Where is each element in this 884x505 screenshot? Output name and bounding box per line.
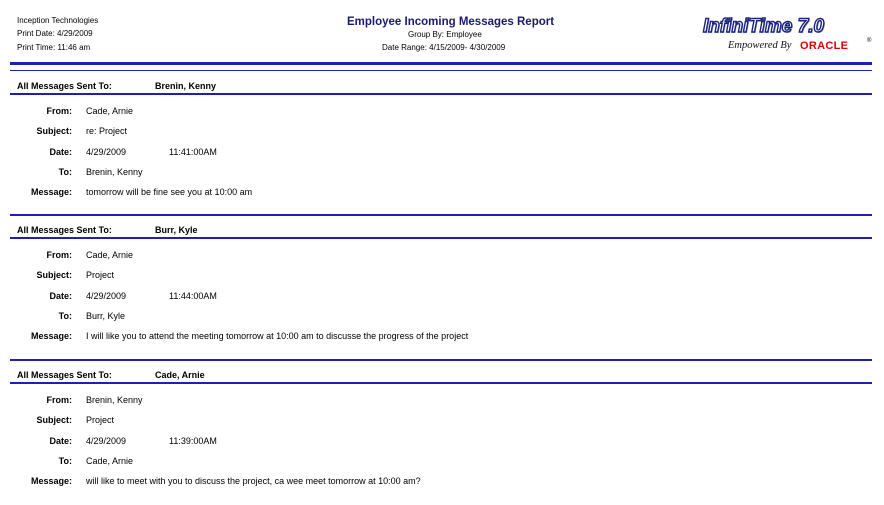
header-rule-thin (10, 70, 872, 71)
date-label: Date: (49, 291, 72, 301)
time-value: 11:44:00AM (169, 291, 217, 301)
message-value: I will like you to attend the meeting tomorrow at 10:00 am to discusse the progress of the project (86, 331, 469, 341)
recipient-name: Cade, Arnie (155, 370, 205, 380)
date-range: Date Range: 4/15/2009- 4/30/2009 (382, 43, 506, 52)
subject-label: Subject: (36, 126, 72, 136)
to-value: Cade, Arnie (86, 456, 134, 466)
message-value: tomorrow will be fine see you at 10:00 am (86, 187, 253, 197)
subject-value: Project (86, 415, 115, 425)
section-separator (10, 359, 872, 361)
time-value: 11:41:00AM (169, 147, 217, 157)
oracle-logo: ORACLE (800, 40, 849, 52)
infinitime-logo: InfiniTime 7.0 Empowered By ORACLE ® (703, 16, 872, 52)
section-rule (10, 382, 872, 384)
subject-value: re: Project (86, 126, 128, 136)
to-value: Burr, Kyle (86, 311, 126, 321)
print-time: Print Time: 11:46 am (17, 43, 91, 52)
date-label: Date: (49, 436, 72, 446)
message-value: will like to meet with you to discuss the project, ca wee meet tomorrow at 10:00 am? (86, 476, 421, 486)
sent-to-label: All Messages Sent To: (17, 370, 112, 380)
message-label: Message: (30, 187, 72, 197)
recipient-name: Burr, Kyle (155, 225, 198, 235)
message-label: Message: (30, 331, 72, 341)
from-label: From: (46, 395, 72, 405)
message-label: Message: (30, 476, 72, 486)
section-rule (10, 93, 872, 95)
header-rule-thick (10, 62, 872, 65)
to-label: To: (58, 167, 72, 177)
to-label: To: (58, 456, 72, 466)
from-value: Cade, Arnie (86, 250, 134, 260)
from-label: From: (46, 250, 72, 260)
date-label: Date: (49, 147, 72, 157)
to-value: Brenin, Kenny (86, 167, 143, 177)
sent-to-label: All Messages Sent To: (17, 225, 112, 235)
recipient-name: Brenin, Kenny (155, 81, 217, 91)
time-value: 11:39:00AM (169, 436, 217, 446)
report-title: Employee Incoming Messages Report (347, 16, 555, 28)
group-by: Group By: Employee (408, 30, 482, 39)
date-value: 4/29/2009 (86, 436, 127, 446)
to-label: To: (58, 311, 72, 321)
date-value: 4/29/2009 (86, 147, 127, 157)
section-separator (10, 214, 872, 216)
company-name: Inception Technologies (17, 16, 99, 25)
subject-label: Subject: (36, 270, 72, 280)
subject-value: Project (86, 270, 115, 280)
subject-label: Subject: (36, 415, 72, 425)
from-value: Brenin, Kenny (86, 395, 143, 405)
date-value: 4/29/2009 (86, 291, 127, 301)
sent-to-label: All Messages Sent To: (17, 81, 112, 91)
section-rule (10, 237, 872, 239)
from-value: Cade, Arnie (86, 106, 134, 116)
from-label: From: (46, 106, 72, 116)
print-date: Print Date: 4/29/2009 (17, 29, 93, 38)
